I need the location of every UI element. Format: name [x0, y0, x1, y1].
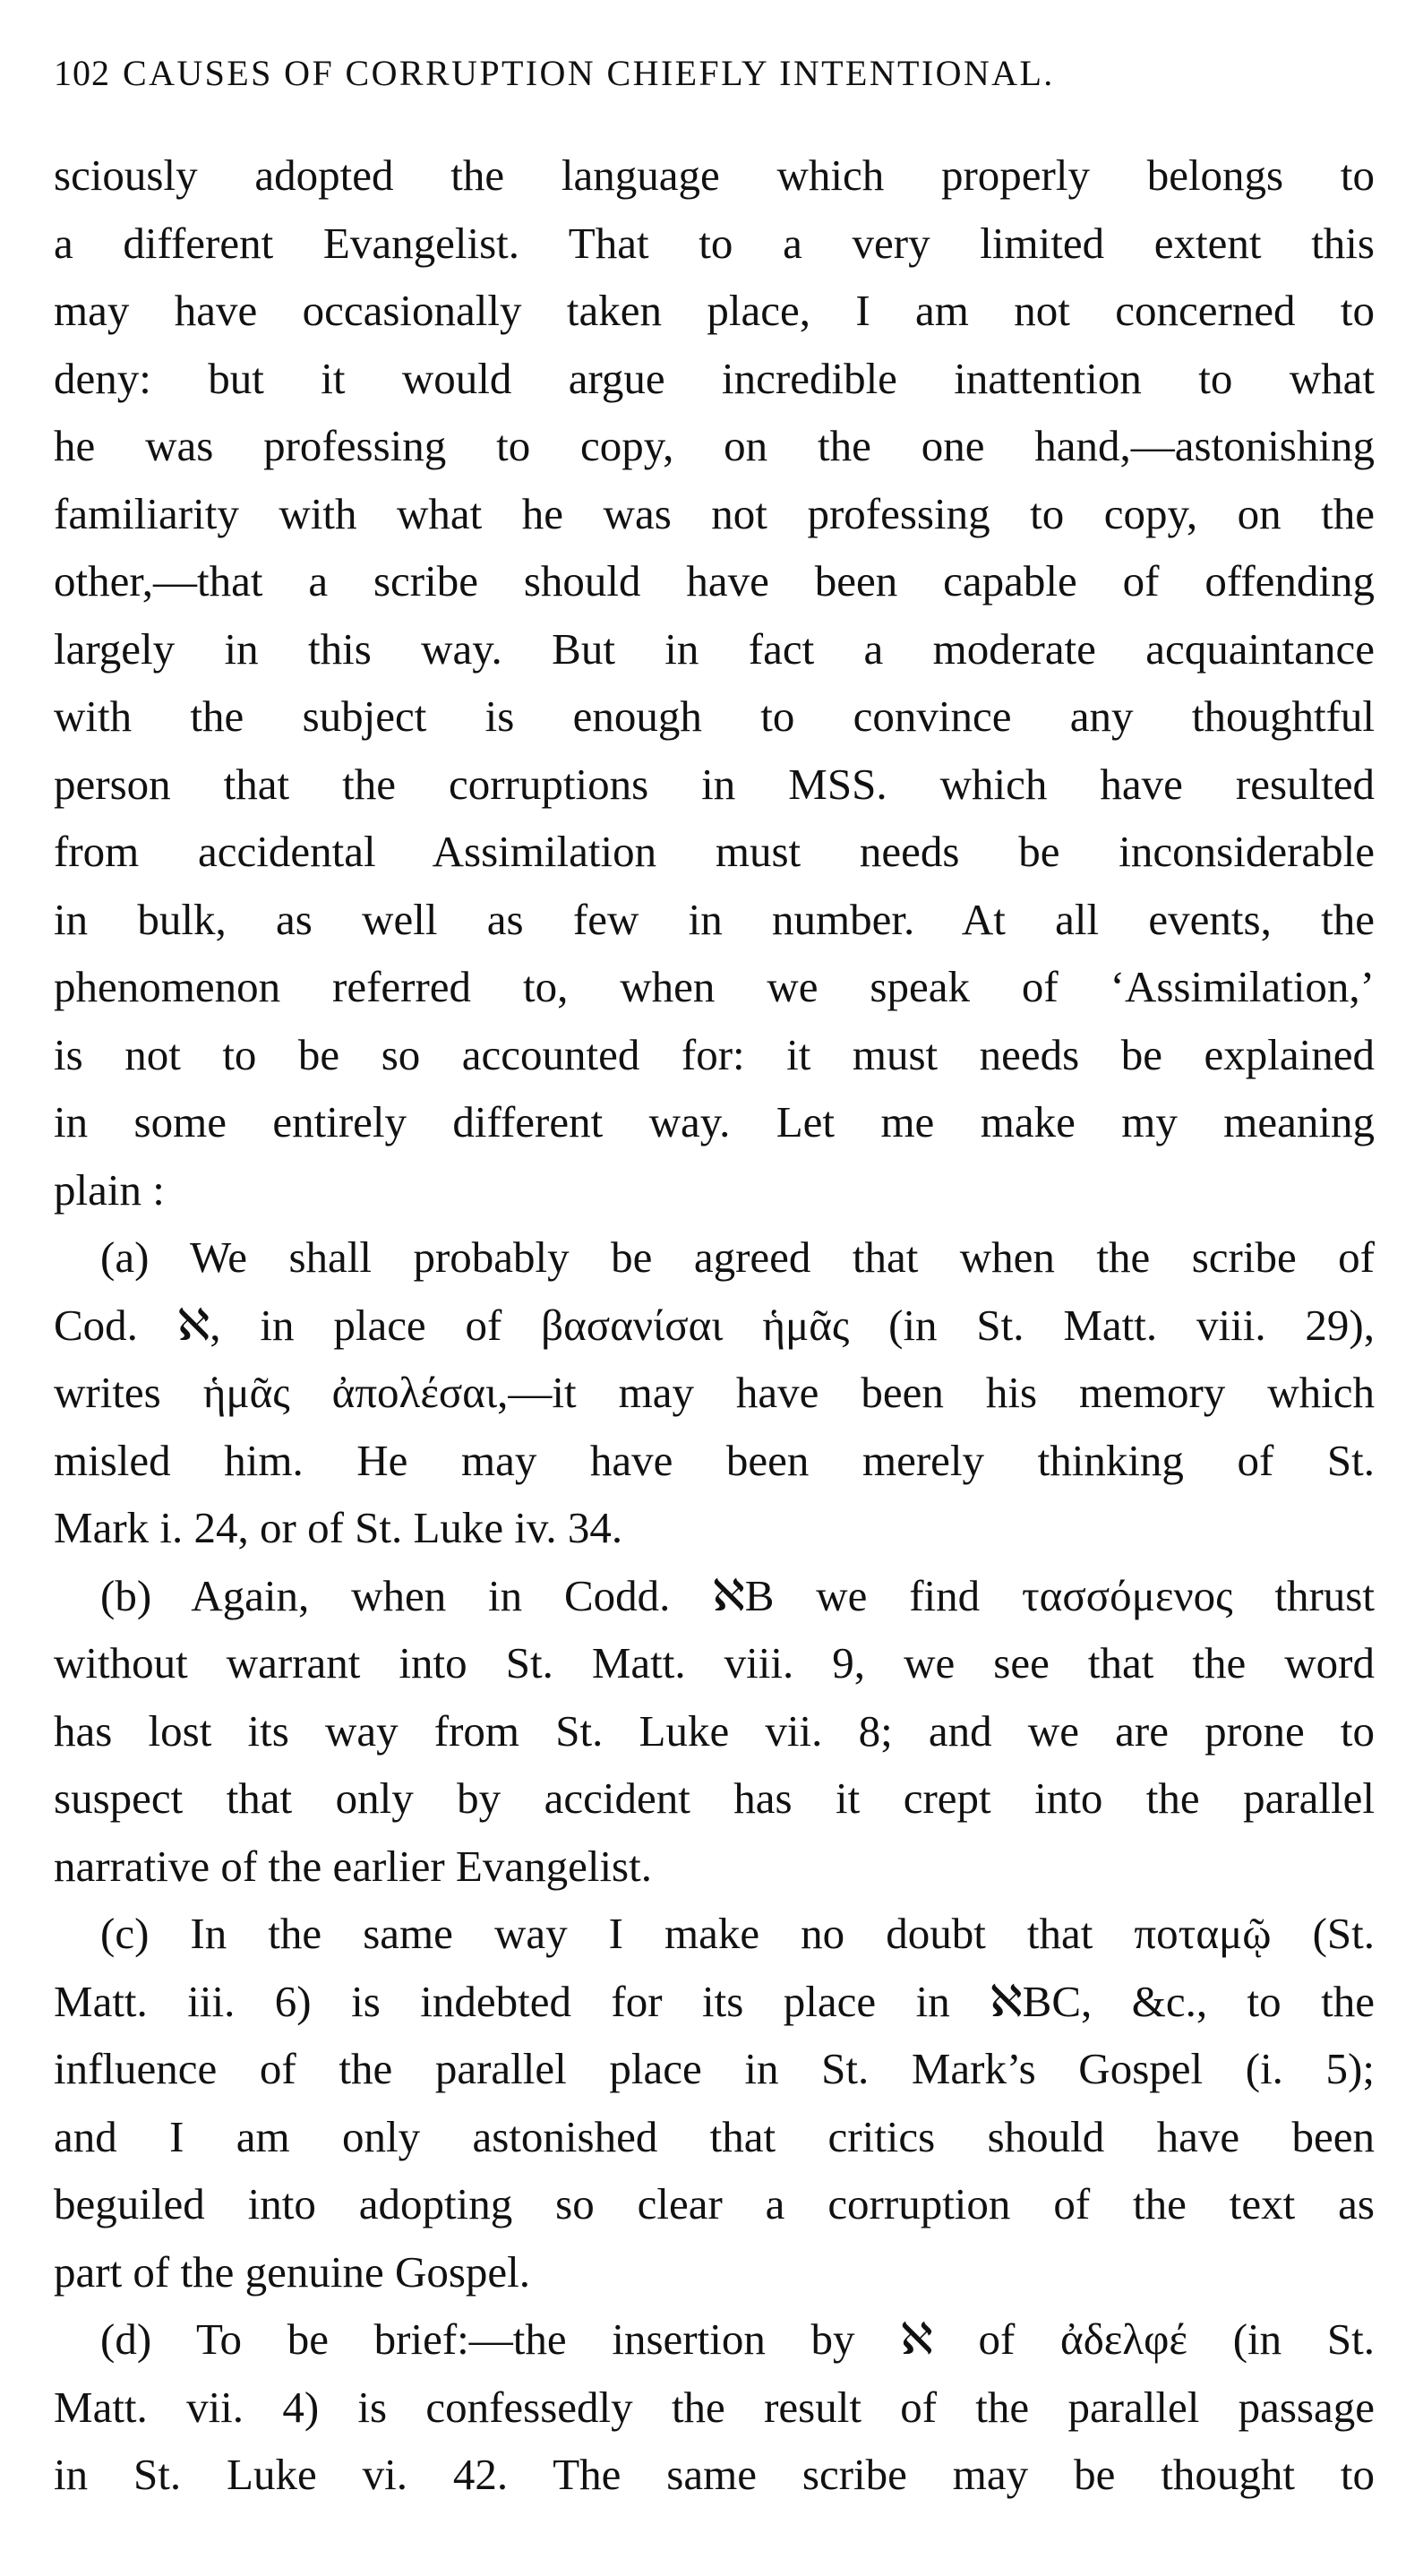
text-line: Matt. iii. 6) is indebted for its place in ℵBC, &c., to the — [54, 1976, 1375, 2026]
text-line: beguiled into adopting so clear a corruption of the text as — [54, 2179, 1375, 2228]
text-line: without warrant into St. Matt. viii. 9, we see that the word — [54, 1638, 1375, 1687]
text-line: plain : — [54, 1164, 165, 1215]
text-line: and I am only astonished that critics should have been — [54, 2111, 1375, 2161]
text-line: in bulk, as well as few in number. At all events, the — [54, 894, 1375, 944]
chapter-title: CAUSES OF CORRUPTION CHIEFLY INTENTIONAL. — [123, 53, 1055, 93]
text-line: (b) Again, when in Codd. ℵB we find τασσόμενος thrust — [100, 1570, 1375, 1620]
text-line: familiarity with what he was not professing to copy, on the — [54, 488, 1375, 538]
text-line: has lost its way from St. Luke vii. 8; and we are prone to — [54, 1705, 1375, 1756]
text-line: Mark i. 24, or of St. Luke iv. 34. — [54, 1503, 623, 1552]
text-line: deny: but it would argue incredible inattention to what — [54, 353, 1375, 403]
text-line: with the subject is enough to convince any thoughtful — [54, 691, 1375, 741]
page-number: 102 — [54, 53, 110, 93]
text-line: influence of the parallel place in St. Mark’s Gospel (i. 5); — [54, 2044, 1375, 2093]
text-line: in St. Luke vi. 42. The same scribe may be thought to — [54, 2450, 1375, 2499]
text-line: a different Evangelist. That to a very limited extent this — [54, 218, 1375, 268]
text-line: misled him. He may have been merely thinking of St. — [54, 1435, 1375, 1485]
text-line: (a) We shall probably be agreed that when the scribe of — [100, 1232, 1375, 1282]
text-line: largely in this way. But in fact a moderate acquaintance — [54, 623, 1375, 674]
text-line: is not to be so accounted for: it must needs be explained — [54, 1029, 1375, 1079]
text-line: narrative of the earlier Evangelist. — [54, 1841, 652, 1891]
text-line: Cod. ℵ, in place of βασανίσαι ἡμᾶς (in St. Matt. viii. 29), — [54, 1300, 1375, 1350]
text-line: suspect that only by accident has it crept into the parallel — [54, 1773, 1375, 1823]
body-text — [54, 142, 1375, 2509]
text-line: may have occasionally taken place, I am not concerned to — [54, 286, 1375, 335]
text-line: phenomenon referred to, when we speak of ‘Assimilation,’ — [54, 962, 1375, 1011]
text-line: sciously adopted the language which properly belongs to — [54, 150, 1375, 200]
text-line: Matt. vii. 4) is confessedly the result of the parallel passage — [54, 2382, 1375, 2432]
text-line: he was professing to copy, on the one hand,—astonishing — [54, 421, 1375, 470]
running-head — [54, 47, 1379, 100]
text-line: in some entirely different way. Let me make my meaning — [54, 1097, 1375, 1146]
text-line: from accidental Assimilation must needs be inconsiderable — [54, 827, 1375, 876]
text-line: writes ἡμᾶς ἀπολέσαι,—it may have been his memory which — [54, 1368, 1375, 1417]
text-line: part of the genuine Gospel. — [54, 2246, 531, 2297]
text-line: person that the corruptions in MSS. which have resulted — [54, 759, 1375, 809]
text-line: (d) To be brief:—the insertion by ℵ of ἀδελφέ (in St. — [100, 2314, 1375, 2364]
text-line: other,—that a scribe should have been capable of offending — [54, 556, 1375, 605]
text-line: (c) In the same way I make no doubt that ποταμῷ (St. — [100, 1909, 1375, 1958]
